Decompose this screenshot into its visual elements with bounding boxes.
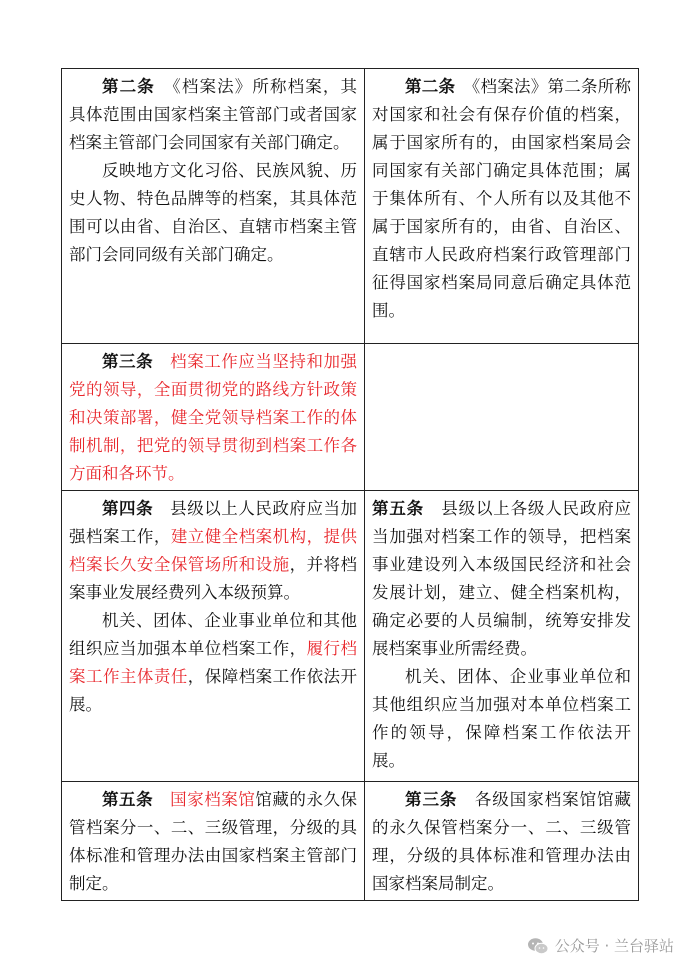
article-text: ，保障档案工作依法开展。 <box>69 667 357 714</box>
paragraph <box>372 663 631 775</box>
highlighted-text: 国家档案馆 <box>170 790 256 809</box>
article-number: 第四条 <box>102 499 154 518</box>
wechat-icon <box>527 937 549 955</box>
article-number: 第三条 <box>102 352 154 371</box>
article-number: 第三条 <box>405 790 458 809</box>
table-row <box>62 69 639 344</box>
article-text: 馆藏的永久保管档案分一、二、三级管理，分级的具体标准和管理办法由国家档案主管部门制定。 <box>69 790 358 893</box>
article-text: ，并将档案事业发展经费列入本级预算。 <box>69 555 357 602</box>
highlighted-text: 履行档案工作主体责任 <box>69 639 357 686</box>
article-text: 反映地方文化习俗、民族风貌、历史人物、特色品牌等的档案，其具体范围可以由省、自治区、直辖市档案主管部门会同同级有关部门确定。 <box>69 161 357 264</box>
article-number: 第五条 <box>102 790 154 809</box>
paragraph <box>372 73 631 325</box>
table-cell-left <box>62 491 365 782</box>
comparison-table <box>61 68 639 901</box>
table-cell-left <box>62 69 365 344</box>
paragraph <box>372 786 631 898</box>
article-text: 机关、团体、企业事业单位和其他组织应当加强对本单位档案工作的领导，保障档案工作依法开展。 <box>372 667 631 770</box>
table-row <box>62 491 639 782</box>
article-text: 机关、团体、企业事业单位和其他组织应当加强本单位档案工作， <box>69 611 357 658</box>
table-cell-right-empty <box>365 344 639 491</box>
article-text: 《档案法》第二条所称对国家和社会有保存价值的档案，属于国家所有的，由国家档案局会同国家有关部门确定具体范围；属于集体所有、个人所有以及其他不属于国家所有的，由省、自治区、直辖市人民政府档案行政管理部门征得国家档案局同意后确定具体范围。 <box>372 77 631 320</box>
table-cell-right <box>365 69 639 344</box>
paragraph <box>372 495 631 663</box>
paragraph <box>69 348 357 488</box>
article-number: 第五条 <box>372 499 424 518</box>
highlighted-text: 建立健全档案机构，提供档案长久安全保管场所和设施 <box>69 527 357 574</box>
table-cell-left <box>62 344 365 491</box>
article-number: 第二条 <box>102 77 155 96</box>
table-row <box>62 782 639 901</box>
table-cell-left <box>62 782 365 901</box>
paragraph <box>69 786 357 898</box>
article-text: 各级国家档案馆馆藏的永久保管档案分一、二、三级管理，分级的具体标准和管理办法由国家档案局制定。 <box>372 790 632 893</box>
table-row <box>62 344 639 491</box>
highlighted-text: 档案工作应当坚持和加强党的领导，全面贯彻党的路线方针政策和决策部署，健全党领导档案工作的体制机制，把党的领导贯彻到档案工作各方面和各环节。 <box>69 352 358 483</box>
paragraph <box>69 607 357 719</box>
article-text: 《档案法》所称档案，其具体范围由国家档案主管部门或者国家档案主管部门会同国家有关部门确定。 <box>69 77 357 152</box>
paragraph <box>69 73 357 157</box>
paragraph <box>69 157 357 269</box>
watermark <box>527 935 674 956</box>
table-cell-right <box>365 491 639 782</box>
article-text: 县级以上各级人民政府应当加强对档案工作的领导，把档案事业建设列入本级国民经济和社会发展计划，建立、健全档案机构，确定必要的人员编制，统筹安排发展档案事业所需经费。 <box>372 499 632 658</box>
table-cell-right <box>365 782 639 901</box>
article-number: 第二条 <box>405 77 456 96</box>
article-text: 县级以上人民政府应当加强档案工作， <box>69 499 358 546</box>
watermark-text: 公众号 · 兰台驿站 <box>554 937 674 955</box>
paragraph <box>69 495 357 607</box>
